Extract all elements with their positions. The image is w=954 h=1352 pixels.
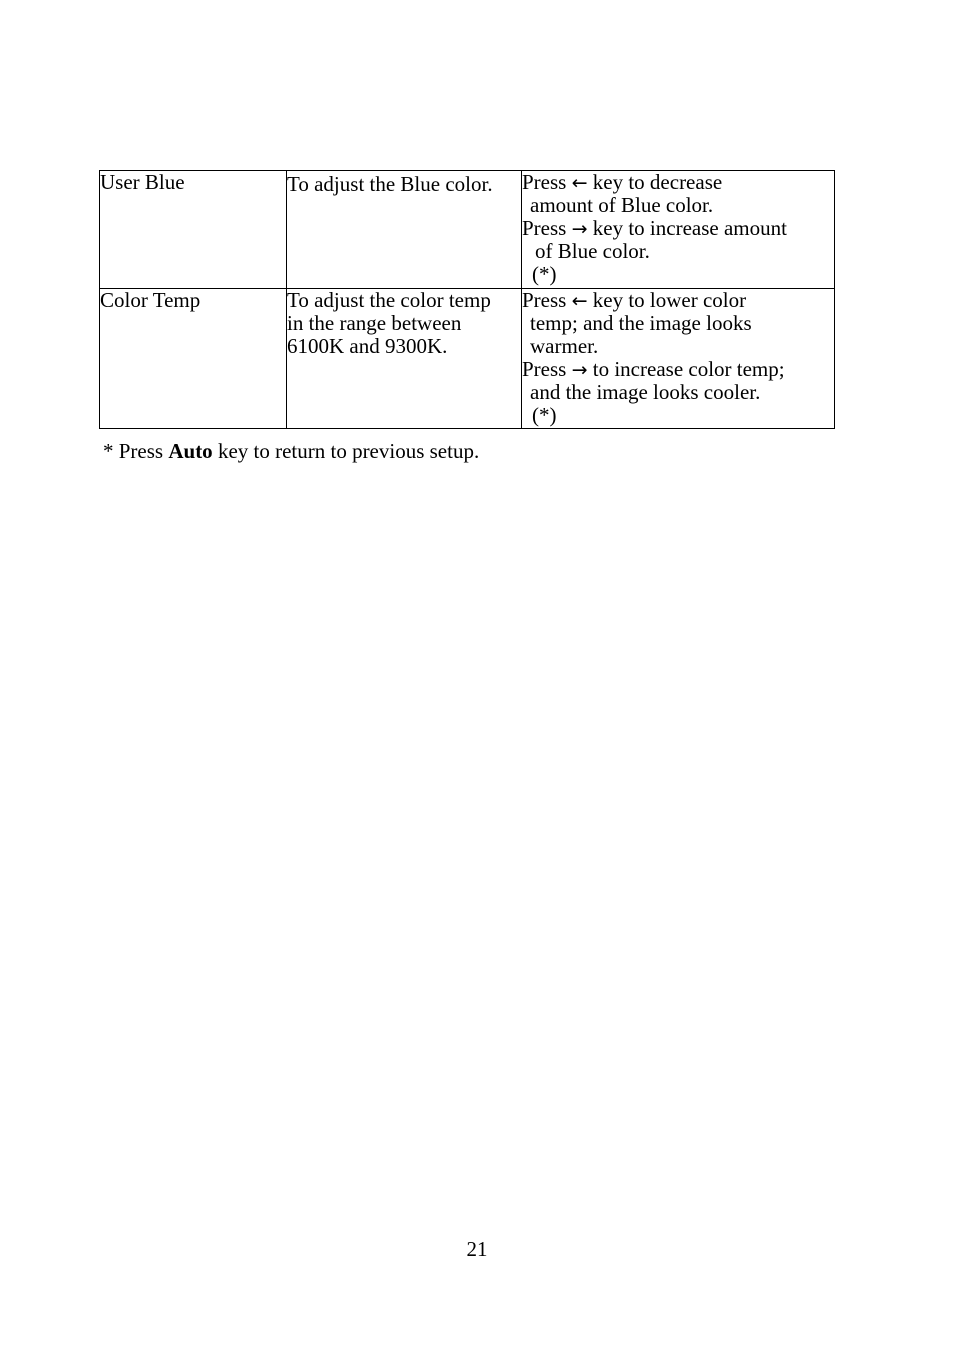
right-arrow-icon: →: [571, 218, 588, 240]
auto-key-label: Auto: [168, 439, 213, 463]
description-line: To adjust the color temp: [287, 288, 491, 312]
table-row-color-temp: [100, 289, 835, 429]
setting-description: [287, 289, 522, 429]
description-line: 6100K and 9300K.: [287, 334, 448, 358]
right-arrow-icon: →: [571, 359, 588, 381]
setting-name: User Blue: [100, 171, 287, 289]
action-line: Press → to increase color temp;: [522, 357, 785, 381]
action-line: temp; and the image looks: [530, 311, 752, 335]
table-row-user-blue: [100, 171, 835, 289]
footnote: * Press Auto key to return to previous setup.: [103, 439, 480, 463]
action-line: warmer.: [530, 334, 599, 358]
description-line: in the range between: [287, 311, 462, 335]
settings-table: [99, 170, 835, 429]
action-line: and the image looks cooler.: [530, 380, 761, 404]
action-line: Press ← key to decrease: [522, 170, 723, 194]
action-line: of Blue color.: [535, 239, 650, 263]
left-arrow-icon: ←: [571, 290, 588, 312]
action-line: (*): [532, 403, 557, 427]
action-line: Press ← key to lower color: [522, 288, 747, 312]
action-line: Press → key to increase amount: [522, 216, 787, 240]
setting-name: Color Temp: [100, 289, 287, 429]
page-number: 21: [466, 1237, 488, 1261]
setting-action: [522, 171, 835, 289]
action-line: amount of Blue color.: [530, 193, 714, 217]
setting-action: [522, 289, 835, 429]
action-line: (*): [532, 262, 557, 286]
setting-description: To adjust the Blue color.: [287, 171, 522, 289]
left-arrow-icon: ←: [571, 172, 588, 194]
